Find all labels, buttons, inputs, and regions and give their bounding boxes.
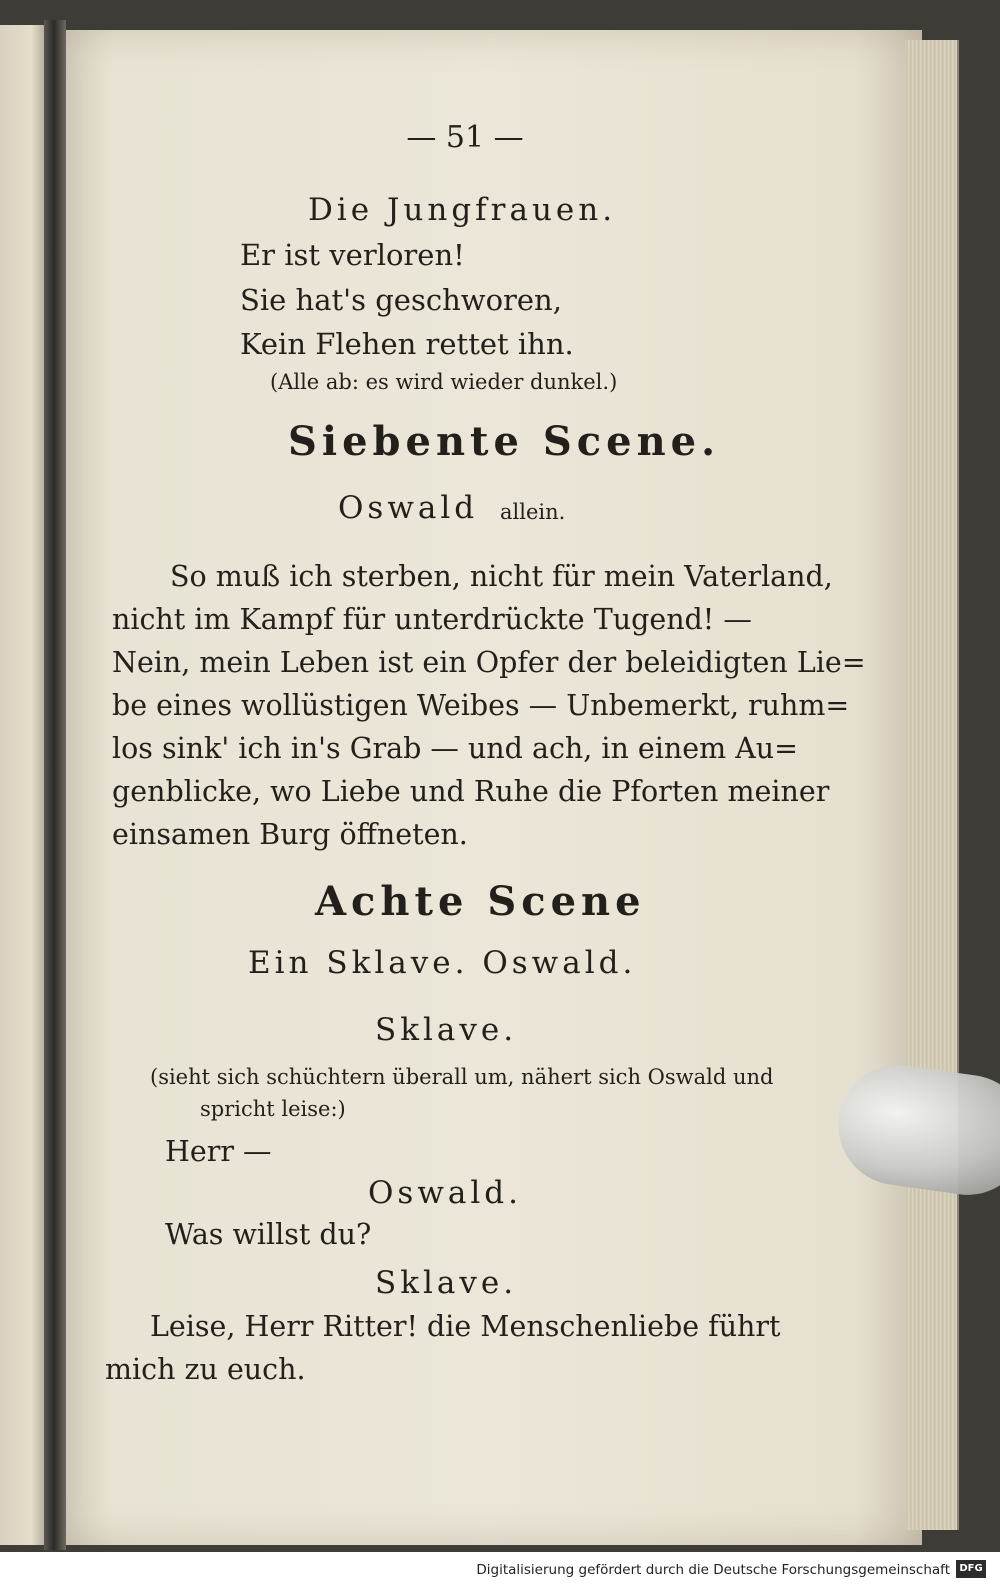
line-herr: Herr — (165, 1135, 272, 1168)
speaker-note-allein: allein. (500, 500, 566, 524)
verse-line-1: Er ist verloren! (240, 238, 465, 272)
dfg-logo-icon: DFG (956, 1560, 986, 1578)
stage-direction-sklave-2: spricht leise:) (200, 1097, 346, 1121)
monologue-line-6: genblicke, wo Liebe und Ruhe die Pforten meiner (112, 775, 830, 808)
monologue-line-2: nicht im Kampf für unterdrückte Tugend! — (112, 603, 752, 636)
monologue-line-1: So muß ich sterben, nicht für mein Vaterland, (170, 560, 833, 593)
closing-line-2: mich zu euch. (105, 1353, 306, 1386)
page-stack-edges (905, 40, 959, 1530)
speaker-jungfrauen: Die Jungfrauen. (308, 192, 617, 228)
closing-line-1: Leise, Herr Ritter! die Menschenliebe führt (150, 1310, 781, 1343)
digitization-credit-bar (0, 1552, 1000, 1590)
scene-cast-list: Ein Sklave. Oswald. (248, 945, 637, 981)
speaker-sklave-1: Sklave. (375, 1012, 518, 1048)
speaker-oswald: Oswald. (368, 1175, 522, 1211)
speaker-sklave-2: Sklave. (375, 1265, 518, 1301)
line-was-willst-du: Was willst du? (165, 1218, 372, 1251)
digitization-credit-text: Digitalisierung gefördert durch die Deutsche Forschungsgemeinschaft (476, 1562, 950, 1578)
stage-direction-exit: (Alle ab: es wird wieder dunkel.) (270, 370, 618, 394)
page-number: — 51 — (406, 120, 524, 155)
scene-title-siebente: Siebente Scene. (288, 418, 721, 465)
verse-line-2: Sie hat's geschworen, (240, 283, 562, 317)
monologue-line-7: einsamen Burg öffneten. (112, 818, 468, 851)
monologue-line-3: Nein, mein Leben ist ein Opfer der beleidigten Lie= (112, 646, 866, 679)
scene-title-achte: Achte Scene (315, 878, 646, 925)
speaker-oswald-alone: Oswald (338, 490, 479, 526)
monologue-line-4: be eines wollüstigen Weibes — Unbemerkt, ruhm= (112, 689, 850, 722)
stage-direction-sklave-1: (sieht sich schüchtern überall um, nähert sich Oswald und (150, 1065, 774, 1089)
verse-line-3: Kein Flehen rettet ihn. (240, 327, 574, 361)
monologue-line-5: los sink' ich in's Grab — und ach, in einem Au= (112, 732, 799, 765)
book-gutter (44, 20, 66, 1550)
